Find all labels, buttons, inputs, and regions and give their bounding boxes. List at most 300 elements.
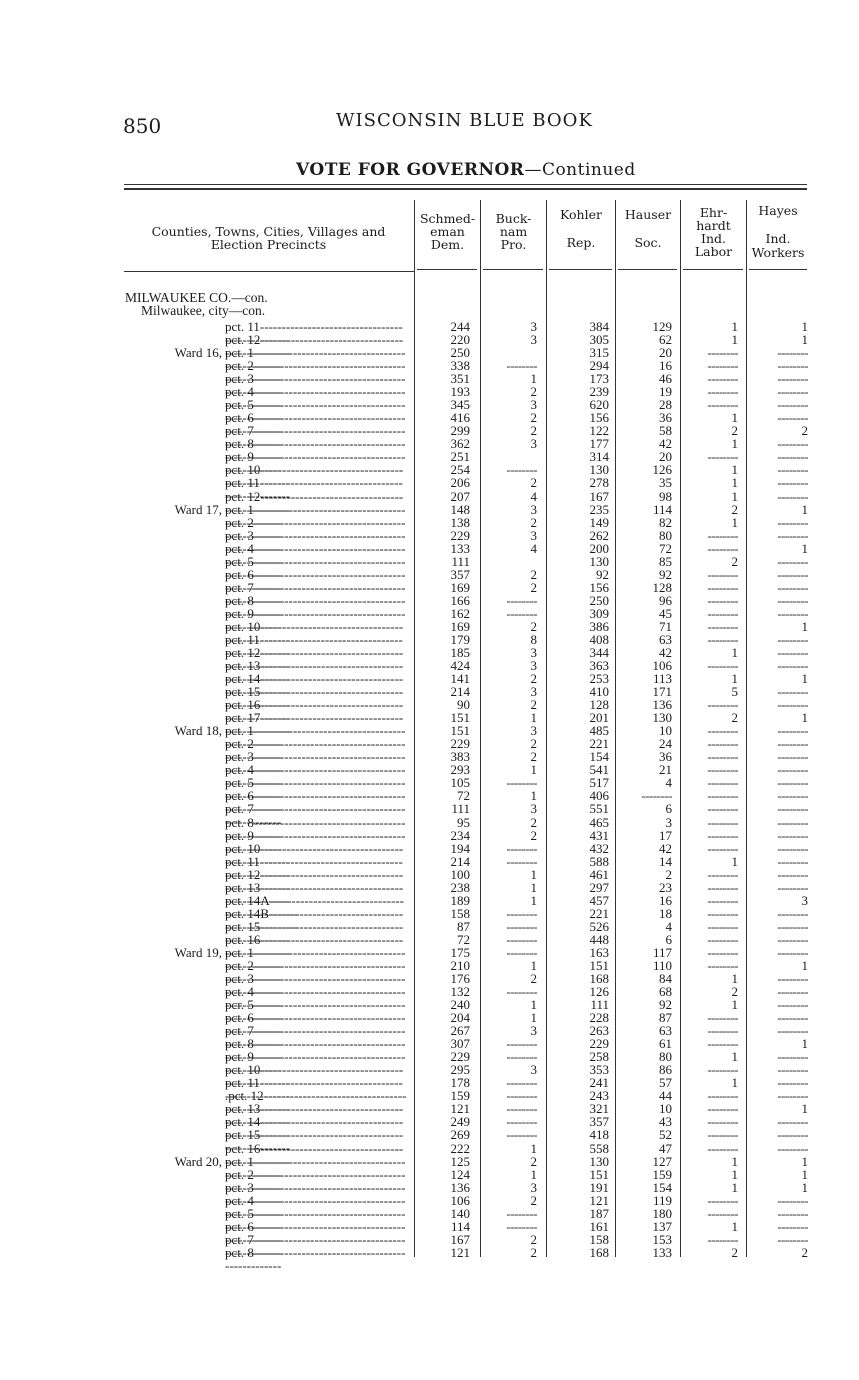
vote-cell: 2 [530, 423, 537, 439]
precinct-label: pct. 4 ----- [225, 763, 407, 789]
vote-cell: 206 [450, 475, 470, 491]
vote-cell: 71 [659, 618, 672, 634]
vote-cell: 119 [652, 1192, 672, 1208]
vote-cell: 2 [530, 384, 537, 400]
vote-cell: 121 [450, 1244, 470, 1260]
vote-cell: 1 [801, 618, 808, 634]
vote-cell: -------- [707, 1192, 738, 1208]
vote-cell: -------- [777, 984, 808, 1000]
vote-cell: 1 [530, 957, 537, 973]
vote-cell: 2 [731, 984, 738, 1000]
vote-cell: -------- [506, 1218, 537, 1234]
vote-cell: 10 [659, 723, 672, 739]
vote-cell: 338 [450, 358, 470, 374]
vote-cell: 1 [731, 332, 738, 348]
vote-cell: 1 [731, 1153, 738, 1169]
precinct-label: pct. 12 ----- [225, 490, 407, 516]
vote-cell: -------- [707, 1231, 738, 1247]
vote-cell: 111 [451, 801, 470, 817]
table-row [0, 685, 859, 698]
vote-cell: 154 [589, 749, 609, 765]
vote-cell: 113 [652, 671, 672, 687]
precinct-label: pct. 16 ----- [225, 1142, 407, 1168]
vote-cell: -------- [506, 918, 537, 934]
vote-cell: 229 [450, 736, 470, 752]
precinct-label: pct. 1 ----- [225, 1155, 407, 1181]
precinct-label: pct. 3 ----- [225, 1181, 407, 1207]
vote-cell: 87 [457, 918, 470, 934]
vote-cell: 20 [659, 345, 672, 361]
vote-cell: -------- [777, 592, 808, 608]
vote-cell: 72 [659, 540, 672, 556]
vote-cell: 166 [450, 592, 470, 608]
vote-cell: -------- [777, 527, 808, 543]
vote-cell: 3 [530, 723, 537, 739]
vote-cell: 250 [450, 345, 470, 361]
vote-cell: 136 [652, 697, 672, 713]
vote-cell: 410 [589, 684, 609, 700]
table-title [296, 160, 636, 180]
vote-cell: -------- [707, 1088, 738, 1104]
vote-cell: 85 [659, 553, 672, 569]
precinct-label: pct. 1 ----- [225, 503, 407, 529]
table-row [0, 320, 859, 333]
vote-cell: -------- [707, 384, 738, 400]
vote-cell: 431 [589, 827, 609, 843]
vote-cell: -------- [707, 658, 738, 674]
vote-cell: 72 [457, 788, 470, 804]
vote-cell: 177 [589, 436, 609, 452]
vote-cell: -------- [777, 853, 808, 869]
vote-cell: 114 [652, 501, 672, 517]
precinct-label: pct. 12 ----- [225, 333, 407, 359]
table-row [0, 920, 859, 933]
vote-cell: 2 [530, 618, 537, 634]
vote-cell: -------- [777, 1075, 808, 1091]
vote-cell: 3 [530, 527, 537, 543]
table-row [0, 802, 859, 815]
vote-cell: -------- [777, 345, 808, 361]
vote-cell: 148 [450, 501, 470, 517]
precinct-label: pct. 9 ----- [225, 607, 407, 633]
precinct-label: pct. 11 ----- [225, 633, 407, 659]
ward-label: Ward 19, [174, 944, 222, 960]
vote-cell: -------- [777, 410, 808, 426]
vote-cell: -------- [777, 488, 808, 504]
vote-cell: 61 [659, 1036, 672, 1052]
table-row [0, 411, 859, 424]
vote-cell: 3 [530, 319, 537, 334]
table-title-main: VOTE FOR GOVERNOR [296, 160, 525, 180]
vote-cell: 149 [589, 514, 609, 530]
vote-cell: 4 [665, 775, 672, 791]
vote-cell: 214 [450, 853, 470, 869]
vote-cell: 418 [589, 1127, 609, 1143]
precinct-label: pct. 6 ----- [225, 1220, 407, 1246]
vote-cell: 17 [659, 827, 672, 843]
vote-cell: 96 [659, 592, 672, 608]
vote-cell: 14 [659, 853, 672, 869]
table-row [0, 933, 859, 946]
precinct-label: pct. 4 ----- [225, 985, 407, 1011]
table-row [0, 881, 859, 894]
vote-cell: 114 [450, 1218, 470, 1234]
table-row [0, 398, 859, 411]
vote-cell: -------- [777, 1023, 808, 1039]
vote-cell: 173 [589, 371, 609, 387]
vote-cell: 106 [450, 1192, 470, 1208]
vote-cell: 176 [450, 971, 470, 986]
vote-cell: 95 [457, 814, 470, 830]
vote-cell: 408 [589, 631, 609, 647]
vote-cell: 106 [652, 658, 672, 674]
precinct-label: pct. 15 ----- [225, 920, 407, 946]
vote-cell: 309 [589, 605, 609, 621]
vote-cell: 345 [450, 397, 470, 413]
vote-cell: 3 [530, 684, 537, 700]
vote-cell: 130 [589, 1153, 609, 1169]
vote-cell: 222 [450, 1140, 470, 1156]
table-title-suffix: —Continued [524, 160, 636, 180]
vote-cell: 221 [589, 905, 609, 921]
vote-cell: 1 [530, 1010, 537, 1026]
vote-cell: 194 [450, 840, 470, 856]
vote-cell: -------- [777, 645, 808, 660]
vote-cell: -------- [707, 892, 738, 908]
vote-cell: 162 [450, 605, 470, 621]
vote-cell: 46 [659, 371, 672, 387]
table-row [0, 672, 859, 685]
precinct-label: pct. 10 ----- [225, 463, 407, 489]
vote-cell: 159 [450, 1088, 470, 1104]
vote-cell: 158 [450, 905, 470, 921]
city-heading: Milwaukee, city—con. [141, 303, 266, 318]
vote-cell: -------- [506, 931, 537, 947]
vote-cell: -------- [777, 579, 808, 595]
vote-cell: 10 [659, 1101, 672, 1117]
precinct-label: pct. 7 ----- [225, 1233, 407, 1259]
table-row [0, 1246, 859, 1259]
table-row [0, 359, 859, 372]
vote-cell: 169 [450, 579, 470, 595]
vote-cell: 416 [450, 410, 470, 426]
vote-cell: 90 [457, 697, 470, 713]
vote-cell: 153 [652, 1231, 672, 1247]
header-hauser: Hauser Soc. [624, 207, 672, 250]
vote-cell: 228 [589, 1010, 609, 1026]
table-row [0, 894, 859, 907]
precinct-label: pct. 14 ----- [225, 1115, 407, 1141]
vote-cell: -------- [707, 1010, 738, 1026]
vote-cell: 485 [589, 723, 609, 739]
vote-cell: 161 [589, 1218, 609, 1234]
vote-cell: 28 [659, 397, 672, 413]
table-row [0, 333, 859, 346]
vote-cell: -------- [777, 1049, 808, 1065]
table-row [0, 737, 859, 750]
vote-cell: -------- [777, 436, 808, 452]
precinct-label: pct. 16 ----- [225, 933, 407, 959]
running-title: WISCONSIN BLUE BOOK [336, 110, 593, 131]
vote-cell: 171 [652, 684, 672, 700]
vote-cell: 151 [450, 723, 470, 739]
vote-cell: 163 [589, 944, 609, 960]
table-row [0, 607, 859, 620]
vote-cell: 294 [589, 358, 609, 374]
vote-cell: -------- [506, 905, 537, 921]
vote-cell: -------- [506, 1049, 537, 1065]
vote-cell: 156 [589, 579, 609, 595]
vote-cell: 1 [731, 475, 738, 491]
vote-cell: -------- [707, 579, 738, 595]
vote-cell: -------- [777, 736, 808, 752]
vote-cell: 80 [659, 1049, 672, 1065]
vote-cell: 258 [589, 1049, 609, 1065]
precinct-label: pct. 2 ----- [225, 359, 407, 385]
vote-cell: 43 [659, 1114, 672, 1130]
vote-cell: -------- [641, 788, 672, 804]
vote-cell: 1 [801, 710, 808, 726]
vote-cell: 128 [652, 579, 672, 595]
vote-cell: 58 [659, 423, 672, 439]
vote-cell: 16 [659, 358, 672, 374]
vote-cell: -------- [506, 358, 537, 374]
vote-cell: -------- [506, 1075, 537, 1091]
precinct-label: pct. 1 ----- [225, 346, 407, 372]
vote-cell: 448 [589, 931, 609, 947]
vote-cell: 125 [450, 1153, 470, 1169]
vote-cell: 1 [731, 514, 738, 530]
vote-cell: 1 [530, 866, 537, 882]
table-row [0, 1168, 859, 1181]
vote-cell: 159 [652, 1166, 672, 1182]
vote-cell: 229 [589, 1036, 609, 1052]
precinct-label: pct. 2 ----- [225, 1168, 407, 1194]
col-header-rule [683, 269, 743, 270]
precinct-label: pct. 15 ----- [225, 685, 407, 711]
vote-cell: -------- [707, 449, 738, 465]
vote-cell: 2 [530, 749, 537, 765]
precinct-label: pct. 11 ----- [225, 855, 407, 881]
vote-cell: -------- [777, 971, 808, 986]
vote-cell: 4 [530, 488, 537, 504]
vote-cell: 1 [801, 319, 808, 334]
vote-cell: -------- [707, 801, 738, 817]
vote-cell: 105 [450, 775, 470, 791]
vote-cell: -------- [707, 631, 738, 647]
vote-cell: -------- [777, 866, 808, 882]
vote-cell: 386 [589, 618, 609, 634]
vote-cell: -------- [506, 1036, 537, 1052]
vote-cell: -------- [707, 749, 738, 765]
vote-cell: 541 [589, 762, 609, 778]
vote-cell: 1 [801, 1153, 808, 1169]
vote-cell: -------- [777, 749, 808, 765]
vote-cell: 3 [530, 397, 537, 413]
ward-label: Ward 18, [174, 723, 222, 739]
precinct-label: pct. 8 ----- [225, 1246, 407, 1272]
vote-cell: -------- [777, 1062, 808, 1078]
table-row [0, 698, 859, 711]
vote-cell: 138 [450, 514, 470, 530]
vote-cell: -------- [777, 1205, 808, 1221]
vote-cell: 1 [731, 853, 738, 869]
vote-cell: 154 [652, 1179, 672, 1195]
table-row [0, 816, 859, 829]
vote-cell: 620 [589, 397, 609, 413]
vote-cell: 151 [589, 1166, 609, 1182]
precinct-label: pct. 8 ----- [225, 816, 407, 842]
precinct-label: pct. 16 ----- [225, 698, 407, 724]
col-header-rule [417, 269, 477, 270]
vote-cell: -------- [707, 1127, 738, 1143]
vote-cell: -------- [707, 1062, 738, 1078]
vote-cell: 1 [801, 332, 808, 348]
precinct-label: pct. 5 ----- [225, 398, 407, 424]
vote-cell: 1 [731, 645, 738, 660]
vote-cell: 1 [530, 1140, 537, 1156]
vote-cell: -------- [707, 397, 738, 413]
vote-cell: 82 [659, 514, 672, 530]
vote-cell: -------- [707, 371, 738, 387]
vote-cell: -------- [777, 788, 808, 804]
vote-cell: 111 [451, 553, 470, 569]
vote-cell: 2 [530, 514, 537, 530]
vote-cell: 169 [450, 618, 470, 634]
vote-cell: -------- [707, 1140, 738, 1156]
vote-cell: 406 [589, 788, 609, 804]
table-row [0, 424, 859, 437]
vote-cell: 558 [589, 1140, 609, 1156]
precinct-label: pct. 1 ----- [225, 724, 407, 750]
vote-cell: 1 [731, 319, 738, 334]
vote-cell: 299 [450, 423, 470, 439]
precinct-label: pct. 7 ----- [225, 424, 407, 450]
vote-cell: 517 [589, 775, 609, 791]
vote-cell: -------- [707, 566, 738, 582]
vote-cell: 52 [659, 1127, 672, 1143]
vote-cell: -------- [707, 931, 738, 947]
vote-cell: -------- [777, 1127, 808, 1143]
vote-cell: 457 [589, 892, 609, 908]
vote-cell: 63 [659, 1023, 672, 1039]
vote-cell: -------- [707, 618, 738, 634]
table-row [0, 750, 859, 763]
vote-cell: -------- [707, 1101, 738, 1117]
vote-cell: 2 [530, 1192, 537, 1208]
table-row [0, 1037, 859, 1050]
table-row [0, 633, 859, 646]
vote-cell: -------- [506, 462, 537, 478]
vote-cell: 1 [731, 488, 738, 504]
vote-cell: 1 [801, 671, 808, 687]
table-row [0, 985, 859, 998]
vote-cell: 254 [450, 462, 470, 478]
vote-cell: 1 [801, 957, 808, 973]
vote-cell: 315 [589, 345, 609, 361]
precinct-label: pct. 9 ----- [225, 450, 407, 476]
vote-cell: 180 [652, 1205, 672, 1221]
table-row [0, 1011, 859, 1024]
vote-cell: 1 [530, 1166, 537, 1182]
table-row [0, 1155, 859, 1168]
vote-cell: -------- [777, 553, 808, 569]
precinct-label: pct. 2 ----- [225, 959, 407, 985]
vote-cell: 110 [652, 957, 672, 973]
vote-cell: 141 [450, 671, 470, 687]
top-double-rule-2 [124, 188, 807, 190]
vote-cell: -------- [506, 1127, 537, 1143]
vote-cell: 62 [659, 332, 672, 348]
vote-cell: 47 [659, 1140, 672, 1156]
vote-cell: 44 [659, 1088, 672, 1104]
vote-cell: 2 [731, 501, 738, 517]
county-heading: MILWAUKEE CO.—con. [125, 290, 268, 305]
vote-cell: 36 [659, 749, 672, 765]
table-row [0, 1063, 859, 1076]
vote-cell: -------- [777, 1114, 808, 1130]
vote-cell: -------- [777, 449, 808, 465]
vote-cell: 98 [659, 488, 672, 504]
vote-cell: -------- [777, 840, 808, 856]
vote-cell: 18 [659, 905, 672, 921]
vote-cell: -------- [707, 723, 738, 739]
vote-cell: -------- [777, 384, 808, 400]
vote-cell: 1 [801, 1166, 808, 1182]
vote-cell: 86 [659, 1062, 672, 1078]
vote-cell: 124 [450, 1166, 470, 1182]
vote-cell: 2 [530, 827, 537, 843]
table-row [0, 620, 859, 633]
vote-cell: 2 [731, 710, 738, 726]
vote-cell: 262 [589, 527, 609, 543]
vote-cell: -------- [707, 527, 738, 543]
table-row [0, 1102, 859, 1115]
vote-cell: 121 [589, 1192, 609, 1208]
precinct-label: pct. 3 ----- [225, 972, 407, 998]
vote-cell: 5 [731, 684, 738, 700]
precinct-label: pct. 1 ----- [225, 946, 407, 972]
vote-cell: 42 [659, 840, 672, 856]
vote-cell: -------- [777, 762, 808, 778]
vote-cell: 185 [450, 645, 470, 660]
vote-cell: -------- [707, 1036, 738, 1052]
precinct-label: pct. 8 ----- [225, 437, 407, 463]
vote-cell: 178 [450, 1075, 470, 1091]
table-row [0, 503, 859, 516]
vote-cell: 193 [450, 384, 470, 400]
vote-cell: -------- [506, 944, 537, 960]
vote-cell: -------- [707, 905, 738, 921]
vote-cell: 344 [589, 645, 609, 660]
table-row [0, 842, 859, 855]
vote-cell: 1 [801, 1036, 808, 1052]
vote-cell: 235 [589, 501, 609, 517]
col-header-rule [483, 269, 543, 270]
table-row [0, 581, 859, 594]
vote-cell: 100 [450, 866, 470, 882]
vote-cell: 23 [659, 879, 672, 895]
vote-cell: 461 [589, 866, 609, 882]
vote-cell: 384 [589, 319, 609, 334]
vote-cell: 1 [530, 762, 537, 778]
precinct-label: pct. 7 ----- [225, 581, 407, 607]
table-row [0, 568, 859, 581]
vote-cell: 200 [589, 540, 609, 556]
precinct-label: pcr. 5 ----- [225, 998, 407, 1024]
vote-cell: 179 [450, 631, 470, 647]
vote-cell: -------- [777, 931, 808, 947]
